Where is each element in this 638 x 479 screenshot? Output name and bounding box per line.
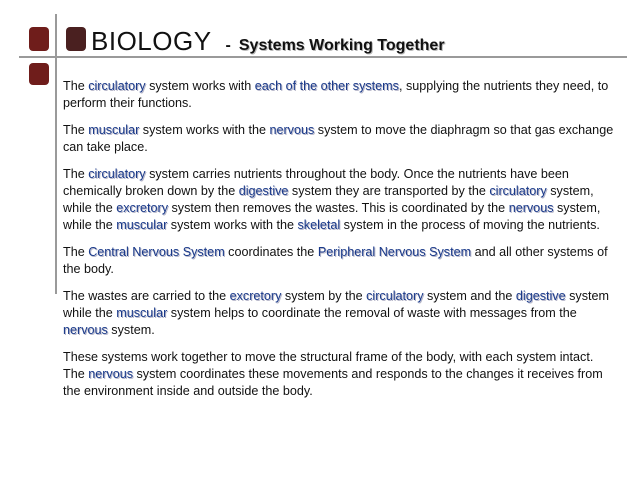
paragraph-6 <box>63 349 618 400</box>
paragraph-3 <box>63 166 618 234</box>
paragraph-4 <box>63 244 618 278</box>
keyword: skeletal <box>297 218 341 232</box>
text: , supplying the nutrients they need, to perform their functions. <box>63 79 609 110</box>
text: The <box>63 167 89 181</box>
paragraph-1 <box>63 78 618 112</box>
text: These systems work together to move the structural frame of the body, with each system intact. The <box>63 350 594 381</box>
text: system they are transported by the <box>288 184 490 198</box>
text: The <box>63 123 89 137</box>
text: system works with the <box>167 218 298 232</box>
text: system by the <box>281 289 367 303</box>
text: and all other systems of the body. <box>63 245 608 276</box>
slide-header <box>91 26 445 57</box>
keyword: Central Nervous System <box>88 245 225 259</box>
keyword: muscular <box>88 123 140 137</box>
keyword: nervous <box>269 123 315 137</box>
text: system, while the <box>63 201 601 232</box>
text: system, while the <box>63 184 594 215</box>
decor-square-1 <box>29 27 49 51</box>
title-separator: - <box>225 37 231 54</box>
text: The <box>63 79 89 93</box>
text: system then removes the wastes. This is coordinated by the <box>168 201 509 215</box>
keyword: nervous <box>88 367 134 381</box>
keyword: circulatory <box>366 289 424 303</box>
page-subtitle: Systems Working Together <box>238 37 445 54</box>
page-title: BIOLOGY <box>91 26 212 56</box>
keyword: circulatory <box>88 79 146 93</box>
text: system while the <box>63 289 610 320</box>
keyword: nervous <box>508 201 554 215</box>
keyword: excretory <box>116 201 169 215</box>
text: system works with <box>145 79 255 93</box>
decor-square-3 <box>29 63 49 85</box>
keyword: circulatory <box>88 167 146 181</box>
keyword: circulatory <box>489 184 547 198</box>
keyword: digestive <box>238 184 289 198</box>
keyword: muscular <box>116 306 168 320</box>
text: system helps to coordinate the removal of waste with messages from the <box>167 306 577 320</box>
text: system to move the diaphragm so that gas exchange can take place. <box>63 123 614 154</box>
text: The wastes are carried to the <box>63 289 230 303</box>
text: coordinates the <box>224 245 318 259</box>
text: system. <box>107 323 155 337</box>
decor-square-2 <box>66 27 86 51</box>
keyword: digestive <box>515 289 566 303</box>
keyword: nervous <box>63 323 108 337</box>
text: system works with the <box>139 123 270 137</box>
text: system in the process of moving the nutrients. <box>340 218 600 232</box>
text: system carries nutrients throughout the body. Once the nutrients have been chemically broken down by the <box>63 167 569 198</box>
paragraph-5 <box>63 288 618 339</box>
text: system and the <box>423 289 516 303</box>
text: system coordinates these movements and responds to the changes it receives from the environment inside and outside the body. <box>63 367 603 398</box>
keyword: Peripheral Nervous System <box>317 245 472 259</box>
paragraph-2 <box>63 122 618 156</box>
slide-body <box>63 78 618 410</box>
keyword: muscular <box>116 218 168 232</box>
keyword: excretory <box>229 289 282 303</box>
keyword: each of the other systems <box>254 79 399 93</box>
text: The <box>63 245 89 259</box>
